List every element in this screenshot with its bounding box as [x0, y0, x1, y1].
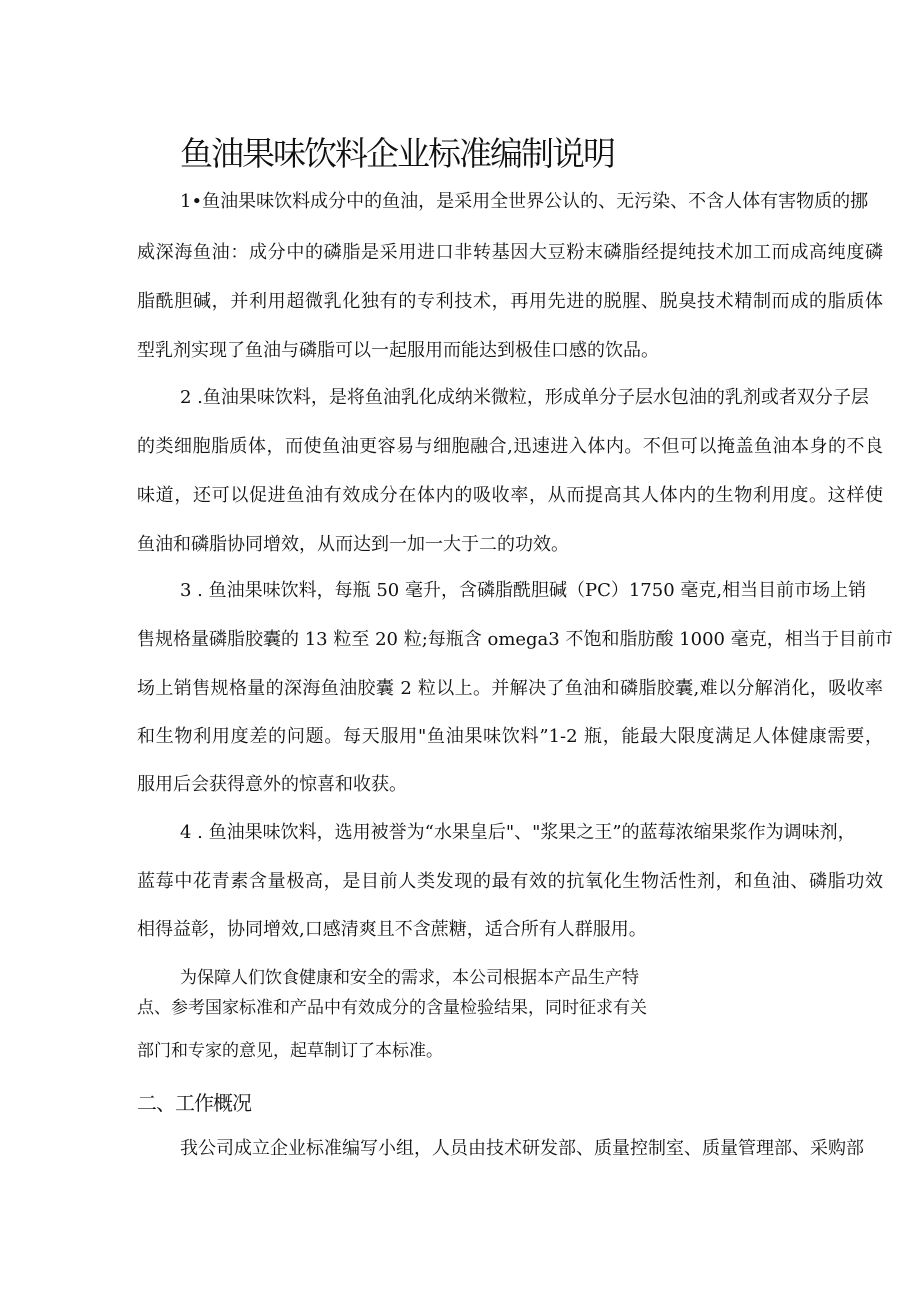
- paragraph-1-line-3: 脂酰胆碱，并利用超微乳化独有的专利技术，再用先进的脱腥、脱臭技术精制而成的脂质体: [137, 291, 883, 312]
- paragraph-2-line-3: 味道，还可以促进鱼油有效成分在体内的吸收率，从而提高其人体内的生物利用度。这样使: [137, 485, 883, 506]
- paragraph-3-line-2: 售规格量磷脂胶囊的 13 粒至 20 粒;每瓶含 omega3 不饱和脂肪酸 1000 毫克，相当于目前市: [137, 629, 893, 650]
- paragraph-2-line-1: 2 .鱼油果味饮料，是将鱼油乳化成纳米微粒，形成单分子层水包油的乳剂或者双分子层: [180, 387, 869, 408]
- purpose-line-2: 点、参考国家标准和产品中有效成分的含量检验结果，同时征求有关: [137, 998, 647, 1018]
- paragraph-3-line-3: 场上销售规格量的深海鱼油胶囊 2 粒以上。并解决了鱼油和磷脂胶囊,难以分解消化，吸收率: [137, 678, 883, 699]
- work-overview-line-1: 我公司成立企业标准编写小组，人员由技术研发部、质量控制室、质量管理部、采购部: [180, 1138, 864, 1159]
- paragraph-3-line-1: 3 . 鱼油果味饮料，每瓶 50 毫升，含磷脂酰胆碱（PC）1750 毫克,相当目前市场上销: [180, 580, 867, 601]
- document-title: 鱼油果味饮料企业标准编制说明: [180, 134, 614, 173]
- paragraph-3-line-4: 和生物利用度差的问题。每天服用"鱼油果味饮料”1-2 瓶，能最大限度满足人体健康需要，: [137, 726, 883, 747]
- paragraph-4-line-3: 相得益彰，协同增效,口感清爽且不含蔗糖，适合所有人群服用。: [137, 919, 647, 940]
- paragraph-1-line-2: 威深海鱼油：成分中的磷脂是采用进口非转基因大豆粉末磷脂经提纯技术加工而成高纯度磷: [137, 242, 883, 263]
- paragraph-4-line-2: 蓝莓中花青素含量极高，是目前人类发现的最有效的抗氧化生物活性剂，和鱼油、磷脂功效: [137, 871, 883, 892]
- paragraph-2-line-4: 鱼油和磷脂协同增效，从而达到一加一大于二的功效。: [137, 534, 569, 555]
- purpose-line-1: 为保障人们饮食健康和安全的需求，本公司根据本产品生产特: [180, 968, 639, 988]
- section-heading-work-overview: 二、工作概况: [137, 1091, 251, 1115]
- purpose-line-3: 部门和专家的意见，起草制订了本标准。: [137, 1041, 443, 1061]
- paragraph-1-line-4: 型乳剂实现了鱼油与磷脂可以一起服用而能达到极佳口感的饮品。: [137, 340, 659, 361]
- paragraph-2-line-2: 的类细胞脂质体，而使鱼油更容易与细胞融合,迅速进入体内。不但可以掩盖鱼油本身的不良: [137, 436, 883, 457]
- paragraph-4-line-1: 4 . 鱼油果味饮料，选用被誉为“水果皇后"、"浆果之王”的蓝莓浓缩果浆作为调味剂，: [180, 822, 856, 843]
- paragraph-1-line-1: 1•鱼油果味饮料成分中的鱼油，是采用全世界公认的、无污染、不含人体有害物质的挪: [180, 191, 869, 212]
- paragraph-3-line-5: 服用后会获得意外的惊喜和收获。: [137, 774, 407, 795]
